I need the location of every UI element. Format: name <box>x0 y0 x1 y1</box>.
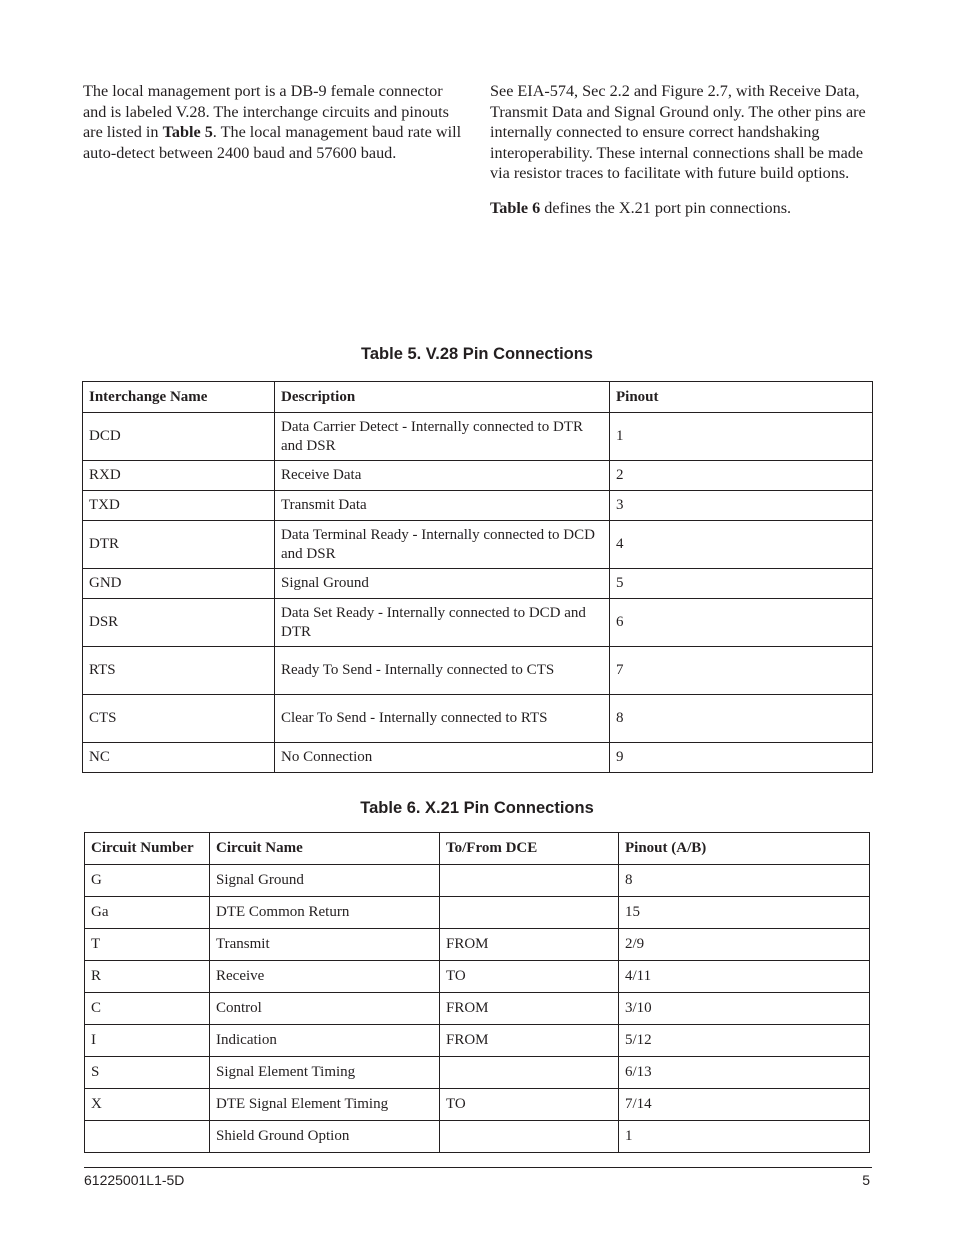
table-row <box>85 1121 870 1153</box>
table-row <box>85 897 870 929</box>
table5-reference: Table 5 <box>162 123 213 142</box>
table-cell: GND <box>83 569 275 599</box>
table-row <box>83 521 873 569</box>
table-cell: 9 <box>610 743 873 773</box>
table6-caption: Table 6. X.21 Pin Connections <box>360 799 594 817</box>
table-cell: DTE Signal Element Timing <box>210 1089 440 1121</box>
table-cell: 5/12 <box>619 1025 870 1057</box>
intro-left-paragraph <box>83 81 463 163</box>
table-cell: Transmit <box>210 929 440 961</box>
table-cell: FROM <box>440 929 619 961</box>
table-cell: Ready To Send - Internally connected to CTS <box>275 647 610 695</box>
column-header: Circuit Number <box>85 833 210 865</box>
table-cell: No Connection <box>275 743 610 773</box>
column-header: Pinout (A/B) <box>619 833 870 865</box>
table-row <box>85 1057 870 1089</box>
table-row <box>85 865 870 897</box>
table-cell: 7 <box>610 647 873 695</box>
table-cell: 2 <box>610 461 873 491</box>
column-header: To/From DCE <box>440 833 619 865</box>
table-cell: 8 <box>619 865 870 897</box>
table-cell: 6/13 <box>619 1057 870 1089</box>
intro-right-paragraph-1: See EIA-574, Sec 2.2 and Figure 2.7, with Receive Data, Transmit Data and Signal Ground only. The other pins are internally connected to ensure correct handshaking interoperability. These internal connections shall be made via resistor traces to facilitate with future build options. <box>490 82 866 183</box>
table6-reference: Table 6 <box>490 198 541 217</box>
v28-pin-table <box>82 381 873 773</box>
table-cell: 5 <box>610 569 873 599</box>
table-cell: RXD <box>83 461 275 491</box>
table-cell: R <box>85 961 210 993</box>
x21-pin-table <box>84 832 870 1153</box>
table-cell: NC <box>83 743 275 773</box>
table-cell <box>440 897 619 929</box>
table-cell: 6 <box>610 599 873 647</box>
table-cell: DCD <box>83 413 275 461</box>
intro-right-column <box>490 81 870 233</box>
table-cell: FROM <box>440 1025 619 1057</box>
table-cell: Indication <box>210 1025 440 1057</box>
page-number: 5 <box>862 1172 870 1188</box>
table-cell: Data Carrier Detect - Internally connected to DTR and DSR <box>275 413 610 461</box>
table-cell: 3/10 <box>619 993 870 1025</box>
table-row <box>85 1089 870 1121</box>
table-row <box>85 961 870 993</box>
table-cell: 1 <box>610 413 873 461</box>
table-cell: 7/14 <box>619 1089 870 1121</box>
table-cell: Signal Ground <box>210 865 440 897</box>
table-cell <box>440 1121 619 1153</box>
table-cell: I <box>85 1025 210 1057</box>
table-row <box>83 599 873 647</box>
table-row <box>83 461 873 491</box>
table-cell: TXD <box>83 491 275 521</box>
table-cell: Data Set Ready - Internally connected to DCD and DTR <box>275 599 610 647</box>
table-cell <box>440 865 619 897</box>
table-cell: Transmit Data <box>275 491 610 521</box>
intro-left-text: The local management port is a DB-9 female connector and is labeled V.28. The interchange circuits and pinouts are listed in <box>83 82 449 142</box>
table-cell: Receive Data <box>275 461 610 491</box>
footer-divider <box>84 1167 872 1168</box>
table-row <box>83 413 873 461</box>
column-header: Pinout <box>610 382 873 413</box>
table-cell: DTE Common Return <box>210 897 440 929</box>
table-cell: 8 <box>610 695 873 743</box>
intro-right-paragraph-2 <box>490 198 870 219</box>
column-header: Description <box>275 382 610 413</box>
table-row <box>85 993 870 1025</box>
table-cell: TO <box>440 1089 619 1121</box>
table-cell: 4 <box>610 521 873 569</box>
table-cell: Receive <box>210 961 440 993</box>
table-row <box>83 647 873 695</box>
table-cell: Control <box>210 993 440 1025</box>
table-cell: RTS <box>83 647 275 695</box>
table-cell: FROM <box>440 993 619 1025</box>
table-row <box>83 491 873 521</box>
table-cell: 1 <box>619 1121 870 1153</box>
table-cell: Signal Ground <box>275 569 610 599</box>
table-cell: DSR <box>83 599 275 647</box>
table-cell: G <box>85 865 210 897</box>
table-cell: CTS <box>83 695 275 743</box>
table-row <box>83 569 873 599</box>
table-cell: 15 <box>619 897 870 929</box>
table-cell: T <box>85 929 210 961</box>
intro-left-column <box>83 81 463 177</box>
document-number: 61225001L1-5D <box>84 1172 185 1188</box>
table-cell: S <box>85 1057 210 1089</box>
table-cell <box>440 1057 619 1089</box>
table-cell: X <box>85 1089 210 1121</box>
table-cell: Signal Element Timing <box>210 1057 440 1089</box>
intro-left-text-end: . The local management baud rate will auto-detect between 2400 baud and 57600 baud. <box>83 123 462 162</box>
table-cell: C <box>85 993 210 1025</box>
table-cell: Clear To Send - Internally connected to RTS <box>275 695 610 743</box>
table-cell: 2/9 <box>619 929 870 961</box>
table-cell: Data Terminal Ready - Internally connected to DCD and DSR <box>275 521 610 569</box>
table-row <box>85 1025 870 1057</box>
table-header-row <box>85 833 870 865</box>
table-cell: 4/11 <box>619 961 870 993</box>
table-row <box>83 743 873 773</box>
table-cell: Shield Ground Option <box>210 1121 440 1153</box>
column-header: Circuit Name <box>210 833 440 865</box>
intro-right-text-end: defines the X.21 port pin connections. <box>540 198 792 217</box>
table-row <box>83 695 873 743</box>
table-cell: 3 <box>610 491 873 521</box>
table-cell: DTR <box>83 521 275 569</box>
column-header: Interchange Name <box>83 382 275 413</box>
table-cell: TO <box>440 961 619 993</box>
table-header-row <box>83 382 873 413</box>
table-cell: Ga <box>85 897 210 929</box>
table5-caption: Table 5. V.28 Pin Connections <box>361 345 593 363</box>
table-row <box>85 929 870 961</box>
table-cell <box>85 1121 210 1153</box>
